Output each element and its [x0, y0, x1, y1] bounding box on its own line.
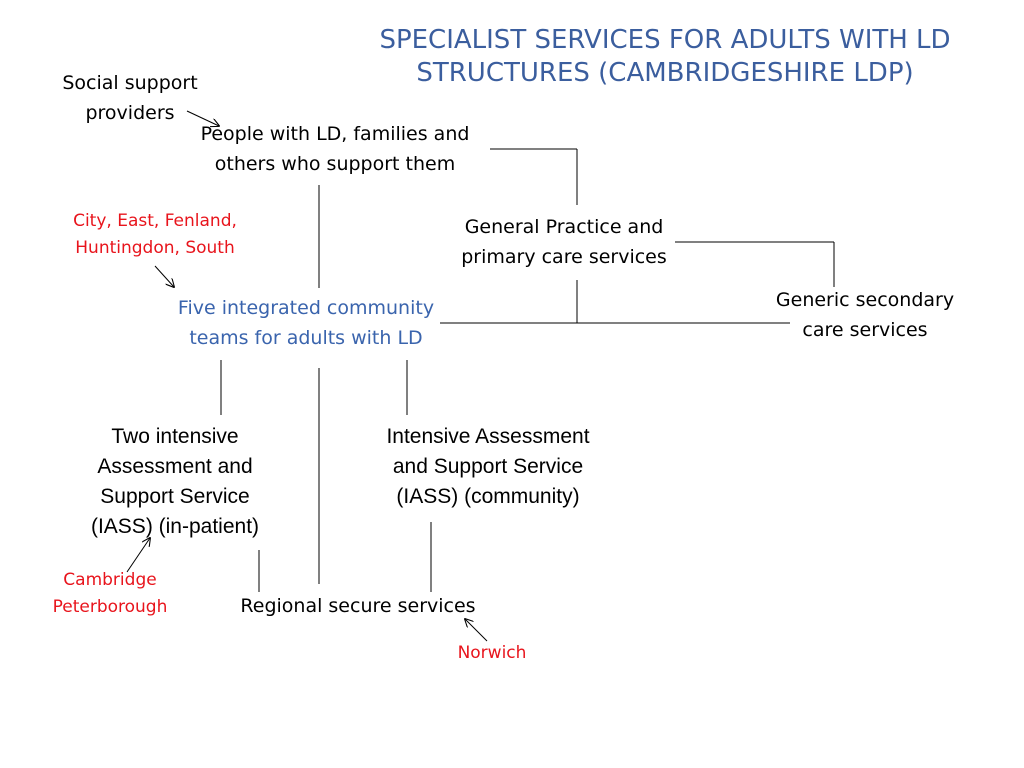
- node-teams-line-1: Five integrated community: [177, 297, 435, 319]
- node-teams-line-2: teams for adults with LD: [189, 327, 423, 349]
- annotation-inpatient-sites: [30, 567, 190, 621]
- node-inpatient-line-3: Support Service: [100, 485, 250, 508]
- arrow-areas: [155, 266, 174, 287]
- node-inpatient-iass: [50, 422, 300, 542]
- node-community-line-3: (IASS) (community): [396, 485, 580, 508]
- annotation-inpatient-line-1: Cambridge: [63, 570, 157, 590]
- annotation-areas-line-2: Huntingdon, South: [75, 238, 235, 258]
- node-social-support-line-1: Social support: [62, 72, 198, 94]
- node-inpatient-line-4: (IASS) (in-patient): [90, 515, 260, 538]
- node-people-with-ld: [180, 119, 490, 179]
- annotation-areas: [55, 208, 255, 262]
- title-line-1: SPECIALIST SERVICES FOR ADULTS WITH LD: [379, 25, 951, 55]
- annotation-secure-site: [432, 640, 552, 667]
- node-secondary-line-1: Generic secondary: [775, 289, 955, 311]
- annotation-inpatient-line-2: Peterborough: [52, 597, 168, 617]
- node-community-iass: [350, 422, 626, 512]
- annotation-areas-line-1: City, East, Fenland,: [73, 211, 237, 231]
- node-social-support-line-2: providers: [85, 102, 175, 124]
- node-gp-line-1: General Practice and: [464, 216, 664, 238]
- node-community-line-1: Intensive Assessment: [386, 425, 590, 448]
- node-secure-line-1: Regional secure services: [240, 595, 476, 617]
- arrow-secure-site: [465, 619, 487, 641]
- node-regional-secure: [218, 591, 498, 621]
- node-inpatient-line-2: Assessment and: [97, 455, 253, 478]
- node-inpatient-line-1: Two intensive: [111, 425, 239, 448]
- node-general-practice: [444, 212, 684, 272]
- node-secondary-line-2: care services: [802, 319, 928, 341]
- annotation-secure-line-1: Norwich: [457, 643, 527, 663]
- node-community-line-2: and Support Service: [392, 455, 584, 478]
- node-gp-line-2: primary care services: [461, 246, 667, 268]
- title-line-2: STRUCTURES (CAMBRIDGESHIRE LDP): [416, 58, 914, 88]
- node-five-teams: [156, 293, 456, 353]
- node-people-line-1: People with LD, families and: [200, 123, 470, 145]
- node-people-line-2: others who support them: [214, 153, 456, 175]
- node-generic-secondary: [755, 285, 975, 345]
